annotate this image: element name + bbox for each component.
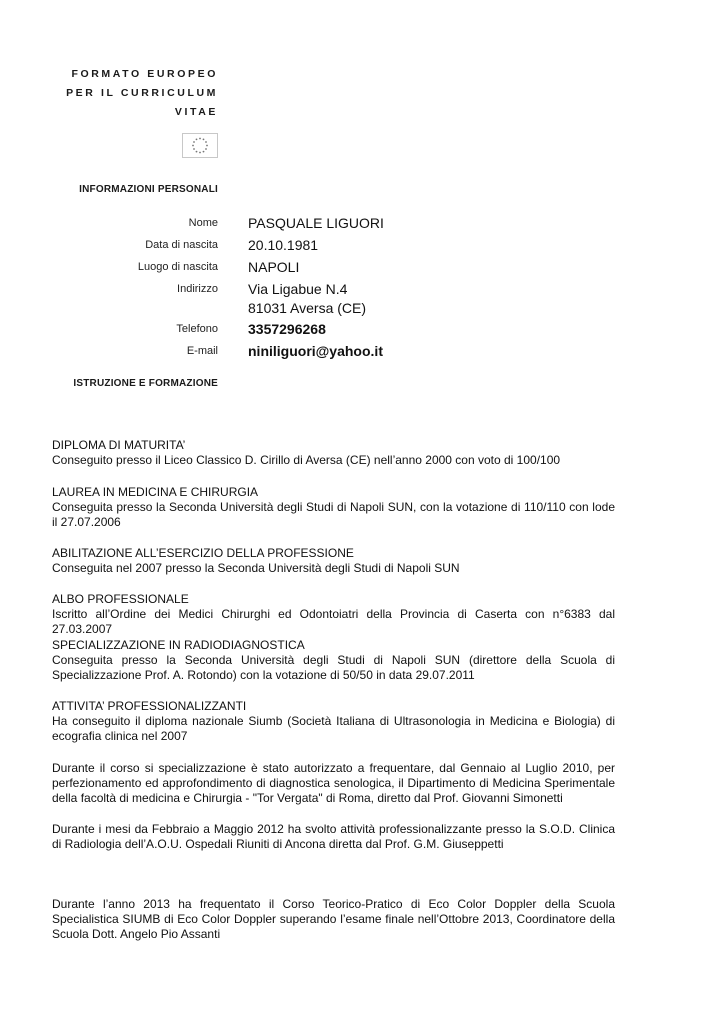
entry-title: DIPLOMA DI MATURITA’ [52, 438, 186, 452]
section-title-education: ISTRUZIONE E FORMAZIONE [73, 378, 218, 389]
education-entry [52, 638, 615, 683]
entry-text: Conseguita presso la Seconda Università degli Studi di Napoli SUN (direttore della Scuola di Specializzazione Prof. A. Rotondo) con la votazione di 50/50 in data 29.07.2011 [52, 653, 615, 682]
field-value-name: PASQUALE LIGUORI [248, 215, 384, 231]
cv-header-line-1: FORMATO EUROPEO [71, 68, 218, 80]
field-value-birthplace: NAPOLI [248, 259, 300, 275]
field-label-phone: Telefono [176, 323, 218, 335]
field-label-address: Indirizzo [177, 283, 218, 295]
entry-title: SPECIALIZZAZIONE IN RADIODIAGNOSTICA [52, 638, 305, 652]
education-entry [52, 485, 615, 530]
entry-text: Conseguita nel 2007 presso la Seconda Università degli Studi di Napoli SUN [52, 561, 460, 575]
eu-flag-icon [182, 133, 218, 158]
entry-text: Iscritto all’Ordine dei Medici Chirurghi ed Odontoiatri della Provincia di Caserta con n°6383 dal 27.03.2007 [52, 607, 615, 636]
field-value-address-line1: Via Ligabue N.4 [248, 281, 348, 297]
entry-title: LAUREA IN MEDICINA E CHIRURGIA [52, 485, 259, 499]
paragraph: Durante l’anno 2013 ha frequentato il Corso Teorico-Pratico di Eco Color Doppler della Scuola Specialistica SIUMB di Eco Color Doppler superando l’esame finale nell’Ottobre 2013, Coordinatore della Scuola Dott. Angelo Pio Assanti [52, 897, 615, 941]
cv-header-line-2: PER IL CURRICULUM [66, 87, 218, 99]
field-label-birthdate: Data di nascita [145, 239, 218, 251]
paragraph: Durante i mesi da Febbraio a Maggio 2012 ha svolto attività professionalizzante presso la S.O.D. Clinica di Radiologia dell’A.O.U. Ospedali Riuniti di Ancona diretta dal Prof. G.M. Giuseppetti [52, 822, 615, 851]
paragraph: Durante il corso si specializzazione è stato autorizzato a frequentare, dal Gennaio al Luglio 2010, per perfezionamento ed approfondimento di diagnostica senologica, il Dipartimento di Medicina Sperimentale della facoltà di medicina e Chirurgia - "Tor Vergata" di Roma, diretto dal Prof. Giovanni Simonetti [52, 761, 615, 805]
education-entry [52, 546, 615, 576]
section-title-personal: INFORMAZIONI PERSONALI [79, 184, 218, 195]
entry-title: ATTIVITA’ PROFESSIONALIZZANTI [52, 699, 247, 713]
education-entry [52, 438, 615, 468]
field-label-email: E-mail [186, 345, 218, 357]
field-value-birthdate: 20.10.1981 [248, 237, 319, 253]
entry-text: Ha conseguito il diploma nazionale Siumb (Società Italiana di Ultrasonologia in Medicina e Biologia) di ecografia clinica nel 2007 [52, 714, 615, 743]
field-label-birthplace: Luogo di nascita [137, 261, 218, 273]
entry-title: ALBO PROFESSIONALE [52, 592, 189, 606]
entry-text: Conseguita presso la Seconda Università degli Studi di Napoli SUN, con la votazione di 110/110 con lode il 27.07.2006 [52, 500, 615, 529]
education-entry [52, 699, 615, 744]
field-value-phone: 3357296268 [248, 321, 326, 337]
field-value-address-line2: 81031 Aversa (CE) [248, 300, 367, 316]
cv-header-line-3: VITAE [174, 106, 218, 118]
entry-text: Conseguito presso il Liceo Classico D. Cirillo di Aversa (CE) nell’anno 2000 con voto di 100/100 [52, 453, 561, 467]
field-label-name: Nome [188, 217, 218, 229]
field-value-email[interactable]: niniliguori@yahoo.it [248, 343, 383, 359]
entry-title: ABILITAZIONE ALL’ESERCIZIO DELLA PROFESSIONE [52, 546, 354, 560]
education-entry [52, 592, 615, 637]
